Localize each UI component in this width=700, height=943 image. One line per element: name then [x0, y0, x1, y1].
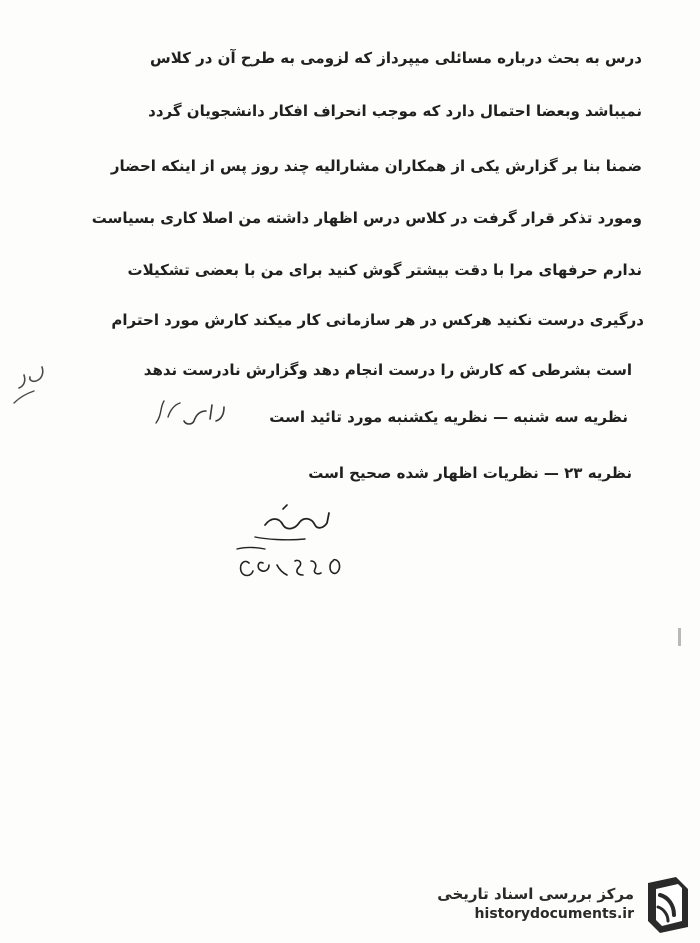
document-line-1: درس به بحث درباره مسائلی میپرداز که لزومی به طرح آن در کلاس: [150, 49, 642, 67]
signature: [225, 503, 365, 588]
handwritten-margin-note: [12, 355, 52, 405]
document-line-4: ومورد تذکر قرار گرفت در کلاس درس اظهار داشته من اصلا کاری بسیاست: [91, 209, 642, 227]
document-line-2: نمیباشد وبعضا احتمال دارد که موجب انحراف افکار دانشجویان گردد: [148, 102, 642, 120]
document-line-6: درگیری درست نکنید هرکس در هر سازمانی کار میکند کارش مورد احترام: [111, 311, 644, 329]
paper-speck: [678, 628, 681, 646]
document-line-8: نظریه سه شنبه — نظریه یکشنبه مورد تائید است: [269, 408, 628, 426]
document-line-7: است بشرطی که کارش را درست انجام دهد وگزارش نادرست ندهد: [143, 361, 632, 379]
archive-logo-icon: [642, 875, 694, 933]
document-line-9: نظریه ۲۳ — نظریات اظهار شده صحیح است: [308, 464, 632, 482]
handwritten-addition: [150, 397, 230, 431]
watermark: [404, 873, 694, 935]
watermark-title: مرکز بررسی اسناد تاریخی: [437, 885, 634, 903]
document-line-3: ضمنا بنا بر گزارش یکی از همکاران مشارالیه چند روز پس از اینکه احضار: [110, 157, 642, 175]
watermark-url: historydocuments.ir: [474, 906, 634, 922]
document-line-5: ندارم حرفهای مرا با دقت بیشتر گوش کنید برای من با بعضی تشکیلات: [127, 261, 642, 279]
watermark-text: [437, 884, 634, 924]
